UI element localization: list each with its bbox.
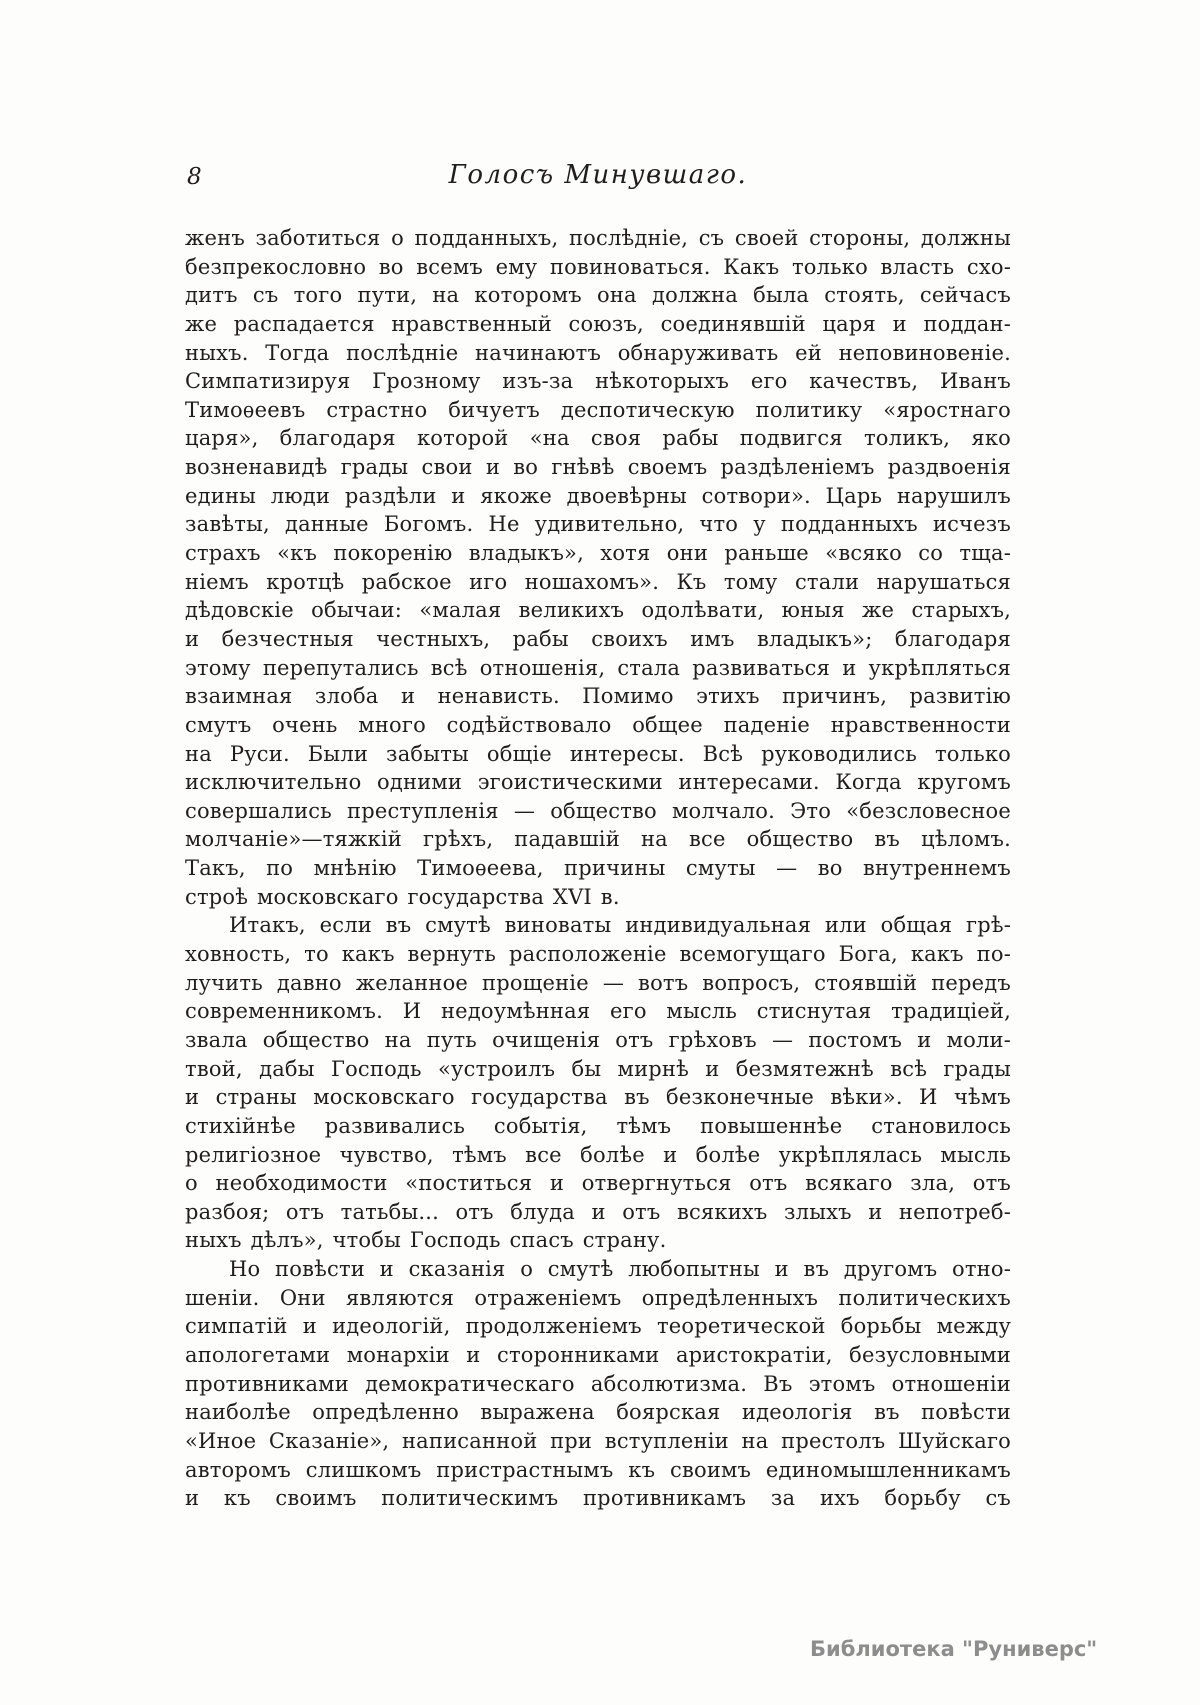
text-line: о необходимости «поститься и отвергнуться отъ всякаго зла, отъ (185, 1171, 1011, 1196)
text-line: наиболѣе опредѣленно выражена боярская идеологія въ повѣсти (185, 1400, 1011, 1425)
paragraph (185, 1255, 1011, 1513)
text-line: звала общество на путь очищенія отъ грѣховъ — постомъ и моли- (185, 1027, 1011, 1052)
text-line: Такъ, по мнѣнію Тимоѳеева, причины смуты — во внутреннемъ (185, 856, 1011, 881)
text-line: апологетами монархіи и сторонниками аристократіи, безусловными (185, 1342, 1011, 1367)
paragraph (185, 911, 1011, 1255)
text-line: безпрекословно во всемъ ему повиноваться. Какъ только власть схо- (185, 254, 1011, 279)
text-line: исключительно одними эгоистическими интересами. Когда кругомъ (185, 770, 1011, 795)
text-line: молчаніе»—тяжкій грѣхъ, падавшій на все общество въ цѣломъ. (185, 827, 1011, 852)
text-line: дитъ съ того пути, на которомъ она должна была стоять, сейчасъ (185, 283, 1011, 308)
running-head (185, 160, 1011, 194)
text-line: и страны московскаго государства въ безконечные вѣки». И чѣмъ (185, 1085, 1011, 1110)
text-line: твой, дабы Господь «устроилъ бы мирнѣ и безмятежнѣ всѣ грады (185, 1056, 1011, 1081)
text-line: завѣты, данные Богомъ. Не удивительно, что у подданныхъ исчезъ (185, 512, 1011, 537)
paragraph (185, 224, 1011, 911)
text-line: стихійнѣе развивались событія, тѣмъ повышеннѣе становилось (185, 1113, 1011, 1138)
text-line: Тимоѳеевъ страстно бичуетъ деспотическую политику «яростнаго (185, 397, 1011, 422)
text-line: дѣдовскіе обычаи: «малая великихъ одолѣвати, юныя же старыхъ, (185, 598, 1011, 623)
text-line: симпатій и идеологій, продолженіемъ теоретической борьбы между (185, 1314, 1011, 1339)
text-line: ховность, то какъ вернуть расположеніе всемогущаго Бога, какъ по- (185, 942, 1011, 967)
page-number: 8 (187, 164, 202, 190)
text-line: смутъ очень много содѣйствовало общее паденіе нравственности (185, 712, 1011, 737)
text-line: возненавидѣ грады свои и во гнѣвѣ своемъ раздѣленіемъ раздвоенія (185, 455, 1011, 480)
text-line: этому перепутались всѣ отношенія, стала развиваться и укрѣпляться (185, 655, 1011, 680)
text-line: Итакъ, если въ смутѣ виноваты индивидуальная или общая грѣ- (229, 913, 1011, 938)
text-line: и къ своимъ политическимъ противникамъ за ихъ борьбу съ (185, 1486, 1011, 1511)
text-line: шеніи. Они являются отраженіемъ опредѣленныхъ политическихъ (185, 1285, 1011, 1310)
text-line: царя», благодаря которой «на своя рабы подвигся толикъ, яко (185, 426, 1011, 451)
text-line: современникомъ. И недоумѣнная его мысль стиснутая традиціей, (185, 999, 1011, 1024)
text-line: и безчестныя честныхъ, рабы своихъ имъ владыкъ»; благодаря (185, 626, 1011, 651)
text-line: религіозное чувство, тѣмъ все болѣе и болѣе укрѣплялась мысль (185, 1142, 1011, 1167)
text-line: совершались преступленія — общество молчало. Это «безсловесное (185, 798, 1011, 823)
text-line: взаимная злоба и ненависть. Помимо этихъ причинъ, развитію (185, 684, 1011, 709)
text-line: лучить давно желанное прощеніе — вотъ вопросъ, стоявшій передъ (185, 970, 1011, 995)
text-block (185, 224, 1011, 1513)
text-line: «Иное Сказаніе», написанной при вступленіи на престолъ Шуйскаго (185, 1428, 1011, 1453)
text-line: ніемъ кротцѣ рабское иго ношахомъ». Къ тому стали нарушаться (185, 569, 1011, 594)
text-line: Но повѣсти и сказанія о смутѣ любопытны и въ другомъ отно- (229, 1257, 1011, 1282)
text-line: же распадается нравственный союзъ, соединявшій царя и поддан- (185, 311, 1011, 336)
watermark: Библиотека "Руниверс" (810, 1637, 1098, 1661)
text-line: ныхъ дѣлъ», чтобы Господь спасъ страну. (185, 1228, 667, 1253)
text-line: строѣ московскаго государства XVI в. (185, 884, 620, 909)
text-line: страхъ «къ покоренію владыкъ», хотя они раньше «всяко со тща- (185, 541, 1011, 566)
text-line: на Руси. Были забыты общіе интересы. Всѣ руководились только (185, 741, 1011, 766)
text-line: женъ заботиться о подданныхъ, послѣдніе, съ своей стороны, должны (185, 226, 1011, 250)
text-line: едины люди раздѣли и якоже двоевѣрны сотвори». Царь нарушилъ (185, 483, 1011, 508)
text-line: разбоя; отъ татьбы... отъ блуда и отъ всякихъ злыхъ и непотреб- (185, 1199, 1011, 1224)
header-title: Голосъ Минувшаго. (448, 160, 748, 190)
text-line: авторомъ слишкомъ пристрастнымъ къ своимъ единомышленникамъ (185, 1457, 1011, 1482)
text-line: противниками демократическаго абсолютизма. Въ этомъ отношеніи (185, 1371, 1011, 1396)
text-line: ныхъ. Тогда послѣдніе начинаютъ обнаруживать ей неповиновеніе. (185, 340, 1011, 365)
text-line: Симпатизируя Грозному изъ-за нѣкоторыхъ его качествъ, Иванъ (185, 369, 1011, 394)
